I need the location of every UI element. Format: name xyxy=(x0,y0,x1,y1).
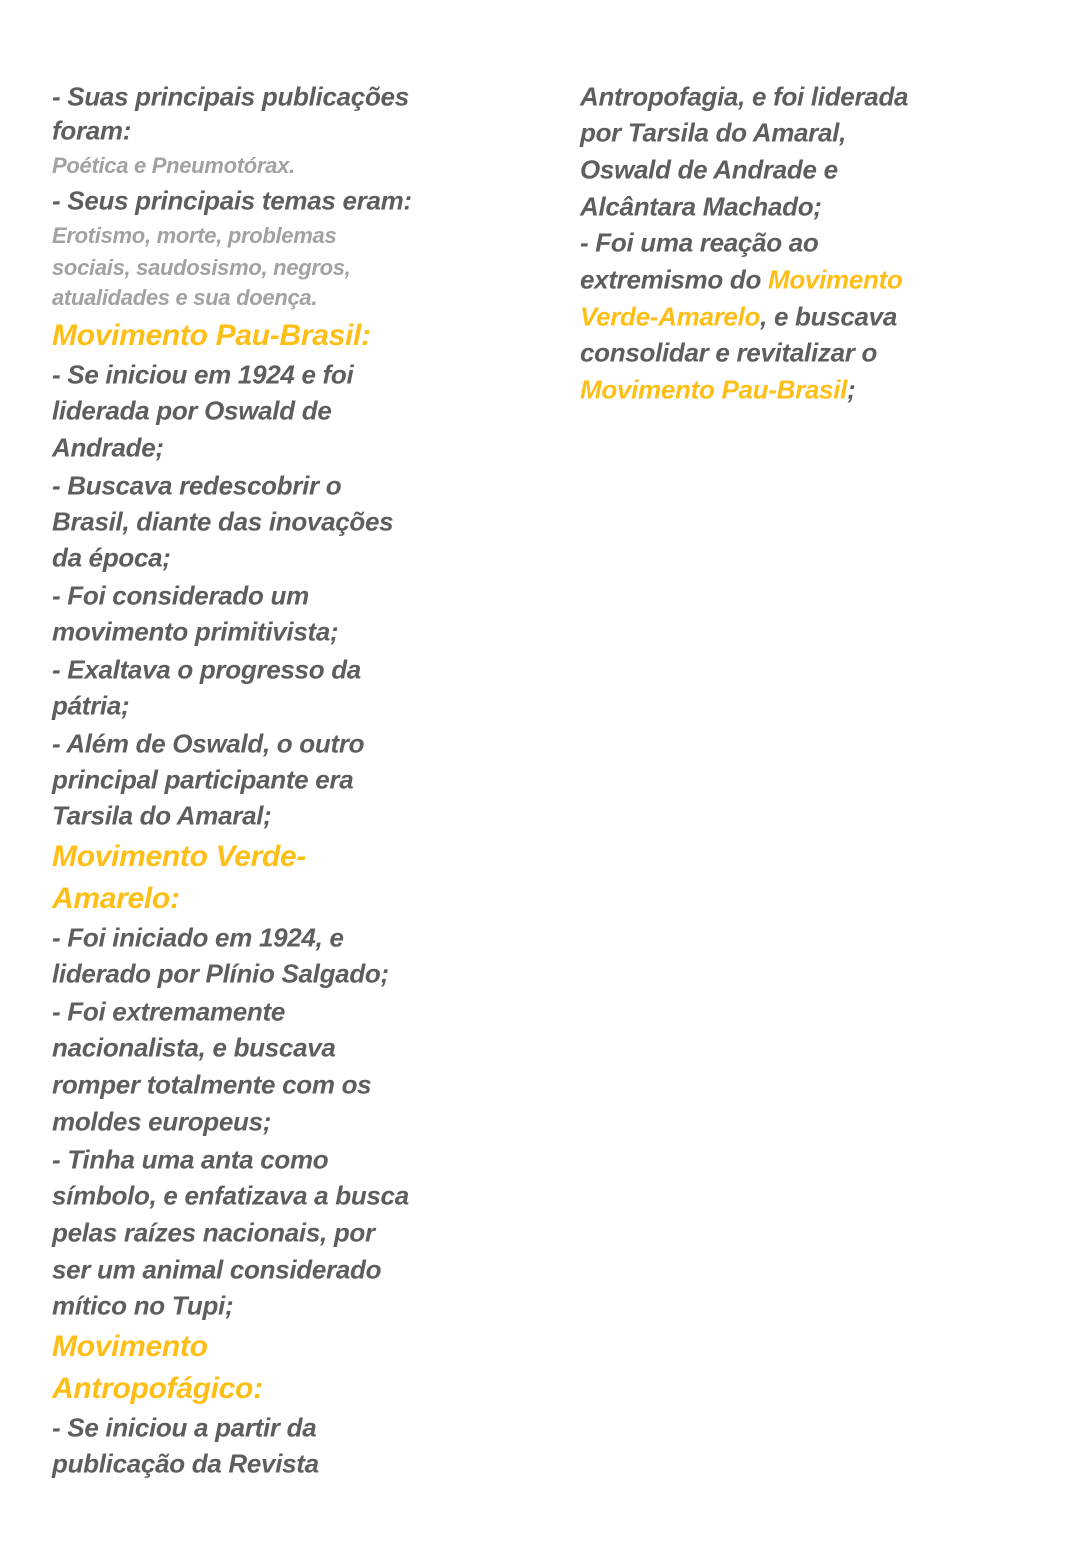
text-segment: Erotismo, morte, problemas xyxy=(52,223,337,248)
text-line xyxy=(52,691,129,722)
text-line xyxy=(52,255,350,281)
text-line xyxy=(52,82,409,113)
text-segment: ; xyxy=(847,374,856,405)
text-line xyxy=(52,153,295,179)
text-segment: Antropofágico: xyxy=(52,1372,263,1405)
section-heading xyxy=(52,1330,208,1364)
text-line xyxy=(52,1218,375,1249)
highlighted-term: Verde-Amarelo xyxy=(580,301,761,332)
text-segment: principal participante era xyxy=(52,764,354,795)
text-line xyxy=(52,507,393,538)
text-segment: - Foi uma reação ao xyxy=(580,227,819,258)
text-line xyxy=(52,223,336,249)
text-line xyxy=(580,192,822,223)
text-line xyxy=(52,360,353,391)
text-segment: liderada por Oswald de xyxy=(52,395,332,426)
section-heading xyxy=(52,319,371,353)
section-heading xyxy=(52,840,306,874)
text-segment: ser um animal considerado xyxy=(52,1254,382,1285)
text-line xyxy=(52,396,331,427)
text-line xyxy=(52,186,412,217)
text-segment: Brasil, diante das inovações xyxy=(52,506,394,537)
text-segment: - Tinha uma anta como xyxy=(52,1144,329,1175)
text-segment: Amarelo: xyxy=(52,882,180,915)
highlighted-term: Movimento Pau-Brasil xyxy=(580,374,848,405)
text-line xyxy=(52,1181,409,1212)
text-line xyxy=(52,765,353,796)
text-segment: - Foi extremamente xyxy=(52,996,286,1027)
text-line xyxy=(52,997,285,1028)
text-line xyxy=(580,302,897,333)
text-segment: - Se iniciou a partir da xyxy=(52,1412,317,1443)
text-segment: romper totalmente com os xyxy=(52,1069,372,1100)
text-segment: - Buscava redescobrir o xyxy=(52,470,342,501)
text-line xyxy=(52,1255,381,1286)
text-line xyxy=(52,1413,316,1444)
text-segment: Movimento Pau-Brasil: xyxy=(52,319,371,352)
text-line xyxy=(52,285,317,311)
text-segment: atualidades e sua doença. xyxy=(52,285,318,310)
text-line xyxy=(52,116,131,147)
text-segment: Movimento Verde- xyxy=(52,840,307,873)
text-line xyxy=(52,1107,271,1138)
text-line xyxy=(52,543,171,574)
text-line xyxy=(52,581,309,612)
text-segment: Movimento xyxy=(52,1330,208,1363)
text-line xyxy=(580,338,877,369)
text-line xyxy=(52,959,389,990)
text-line xyxy=(52,1449,319,1480)
text-segment: - Suas principais publicações xyxy=(52,81,409,112)
text-segment: publicação da Revista xyxy=(52,1448,319,1479)
text-segment: Andrade; xyxy=(52,432,164,463)
text-segment: Poética e Pneumotórax. xyxy=(52,153,295,178)
text-segment: sociais, saudosismo, negros, xyxy=(52,255,351,280)
text-segment: pátria; xyxy=(52,690,130,721)
text-segment: Alcântara Machado; xyxy=(580,191,822,222)
text-segment: movimento primitivista; xyxy=(52,616,339,647)
text-segment: por Tarsila do Amaral, xyxy=(580,117,846,148)
text-segment: símbolo, e enfatizava a busca xyxy=(52,1180,409,1211)
text-segment: foram: xyxy=(52,115,132,146)
text-segment: - Foi considerado um xyxy=(52,580,309,611)
text-segment: extremismo do xyxy=(580,264,768,295)
text-line xyxy=(580,118,846,149)
text-line xyxy=(52,1033,336,1064)
text-segment: - Se iniciou em 1924 e foi xyxy=(52,359,354,390)
text-segment: Tarsila do Amaral; xyxy=(52,800,272,831)
text-segment: nacionalista, e buscava xyxy=(52,1032,336,1063)
text-segment: da época; xyxy=(52,542,171,573)
text-segment: - Exaltava o progresso da xyxy=(52,654,361,685)
text-segment: Antropofagia, e foi liderada xyxy=(580,81,909,112)
text-line xyxy=(52,617,338,648)
section-heading xyxy=(52,882,180,916)
text-line xyxy=(52,1291,233,1322)
text-line xyxy=(580,155,838,186)
text-line xyxy=(52,655,361,686)
section-heading xyxy=(52,1372,263,1406)
text-segment: liderado por Plínio Salgado; xyxy=(52,958,389,989)
text-line xyxy=(580,228,818,259)
text-segment: consolidar e revitalizar o xyxy=(580,337,878,368)
highlighted-term: Movimento xyxy=(767,264,903,295)
text-segment: moldes europeus; xyxy=(52,1106,272,1137)
text-line xyxy=(52,471,341,502)
text-line xyxy=(52,729,364,760)
text-segment: - Seus principais temas eram: xyxy=(52,185,412,216)
text-segment: mítico no Tupi; xyxy=(52,1290,234,1321)
text-segment: - Foi iniciado em 1924, e xyxy=(52,922,344,953)
text-segment: pelas raízes nacionais, por xyxy=(52,1217,375,1248)
text-segment: Oswald de Andrade e xyxy=(580,154,838,185)
text-line xyxy=(580,375,855,406)
text-line xyxy=(52,1070,371,1101)
text-segment: - Além de Oswald, o outro xyxy=(52,728,365,759)
text-line xyxy=(52,923,344,954)
text-line xyxy=(52,433,164,464)
text-line xyxy=(52,801,272,832)
text-segment: , e buscava xyxy=(760,301,897,332)
text-line xyxy=(580,265,903,296)
text-line xyxy=(580,82,908,113)
text-line xyxy=(52,1145,328,1176)
